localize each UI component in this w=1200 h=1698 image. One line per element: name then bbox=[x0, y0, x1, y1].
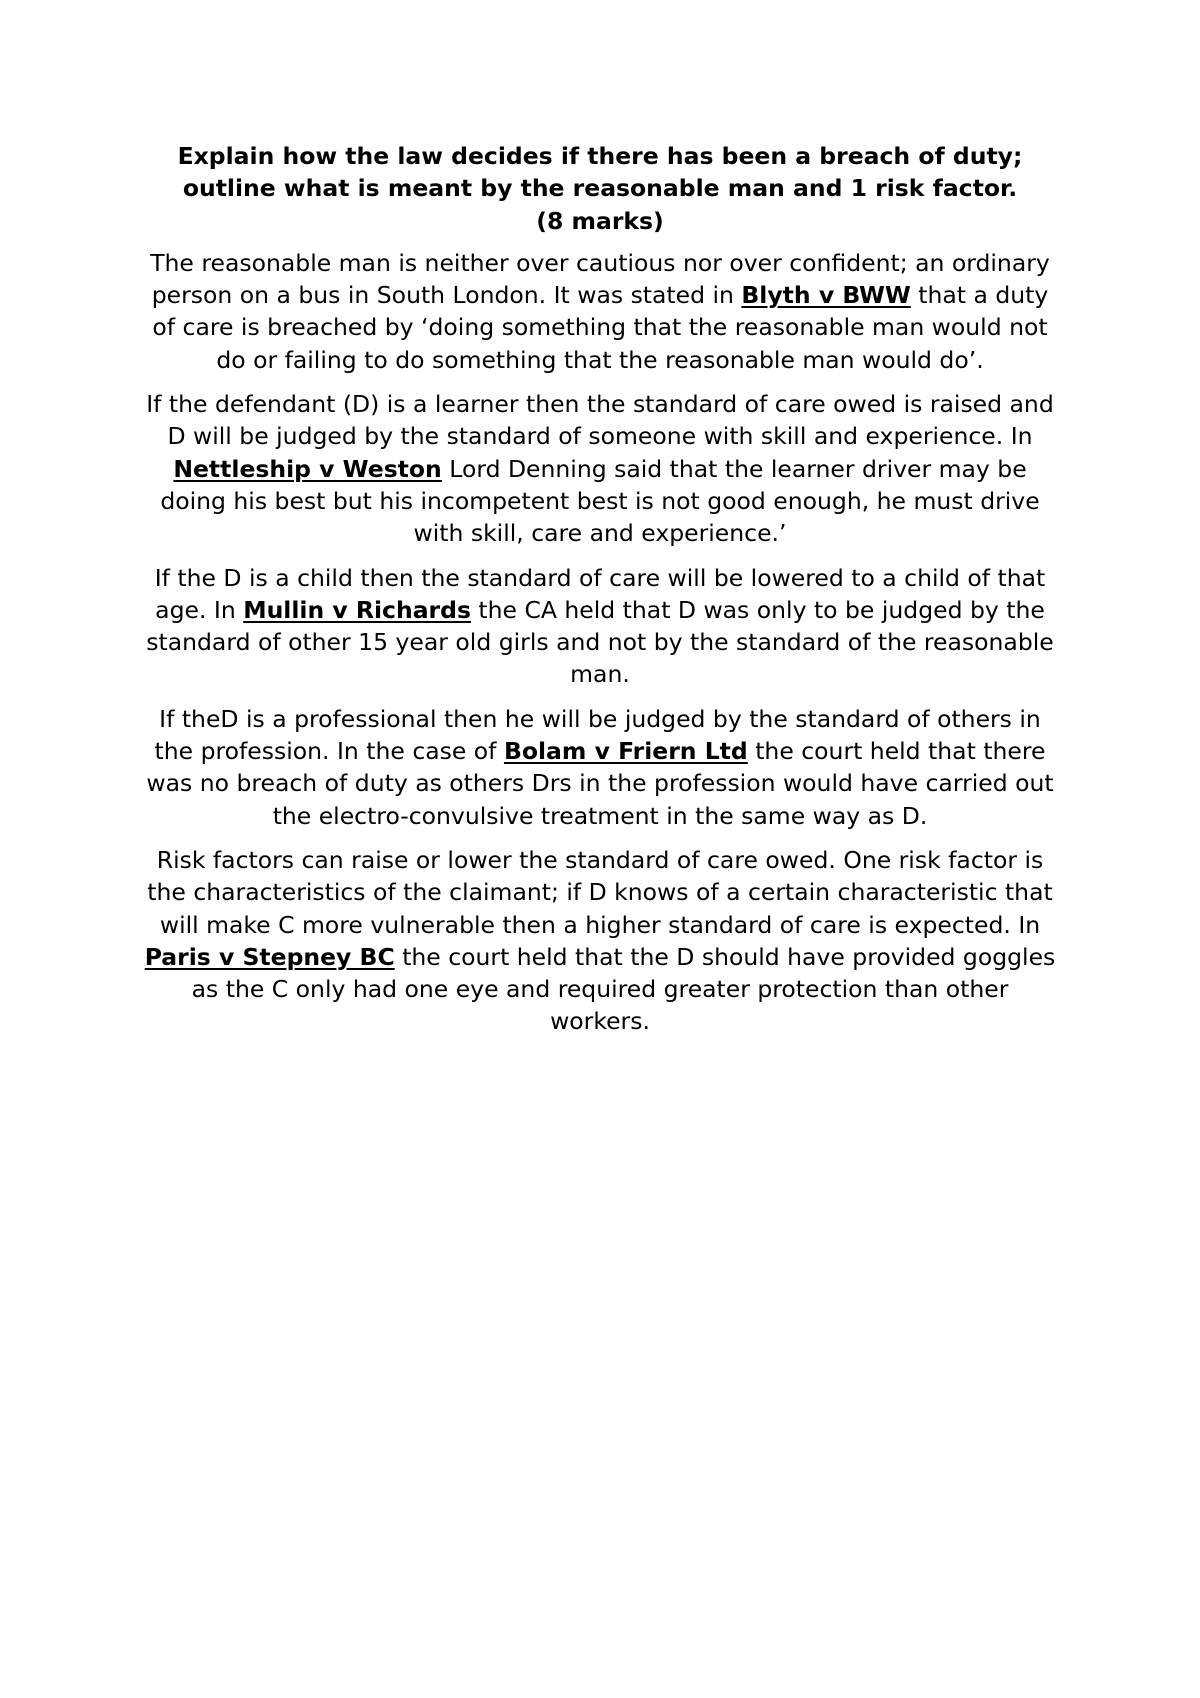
paragraph-professional bbox=[138, 703, 1062, 832]
paragraph-text: that a duty of care is breached by ‘doing something that the reasonable man would not do or failing to do something that the reasonable man would do’. bbox=[152, 281, 1049, 374]
heading-marks: (8 marks) bbox=[536, 206, 664, 235]
paragraph-text: the court held that there was no breach of duty as others Drs in the profession would have carried out the electro-convulsive treatment in the same way as D. bbox=[146, 737, 1054, 830]
question-heading bbox=[138, 140, 1062, 237]
paragraph-risk-factors bbox=[138, 844, 1062, 1038]
case-name: Mullin v Richards bbox=[243, 595, 471, 624]
paragraph-child bbox=[138, 562, 1062, 691]
paragraph-learner bbox=[138, 388, 1062, 549]
paragraph-text: the court held that the D should have provided goggles as the C only had one eye and required greater protection than other workers. bbox=[191, 942, 1056, 1036]
paragraph-text: the CA held that D was only to be judged by the standard of other 15 year old girls and not by the standard of the reasonable man. bbox=[146, 595, 1054, 689]
paragraph-text: Risk factors can raise or lower the standard of care owed. One risk factor is the characteristics of the claimant; if D knows of a certain characteristic that will make C more vulnerable then a higher standard of care is expected. In bbox=[147, 845, 1053, 939]
paragraph-text: The reasonable man is neither over cautious nor over confident; an ordinary person on a bus in South London. It was stated in bbox=[150, 248, 1050, 310]
case-name: Nettleship v Weston bbox=[173, 454, 442, 483]
case-name: Bolam v Friern Ltd bbox=[503, 737, 748, 766]
paragraph-text: If theD is a professional then he will be judged by the standard of others in the profession. In the case of bbox=[154, 704, 1041, 766]
case-name: Blyth v BWW bbox=[741, 281, 911, 310]
paragraph-reasonable-man bbox=[138, 247, 1062, 376]
paragraph-text: If the D is a child then the standard of care will be lowered to a child of that age. In bbox=[154, 563, 1046, 624]
case-name: Paris v Stepney BC bbox=[144, 942, 395, 971]
heading-line-2: outline what is meant by the reasonable man and 1 risk factor. bbox=[182, 174, 1018, 203]
heading-line-1: Explain how the law decides if there has been a breach of duty; bbox=[177, 142, 1023, 170]
document-body bbox=[138, 140, 1062, 1050]
paragraph-text: If the defendant (D) is a learner then the standard of care owed is raised and D will be judged by the standard of someone with skill and experience. In bbox=[146, 390, 1054, 451]
paragraph-text: Lord Denning said that the learner driver may be doing his best but his incompetent best is not good enough, he must drive with skill, care and experience.’ bbox=[160, 454, 1040, 548]
